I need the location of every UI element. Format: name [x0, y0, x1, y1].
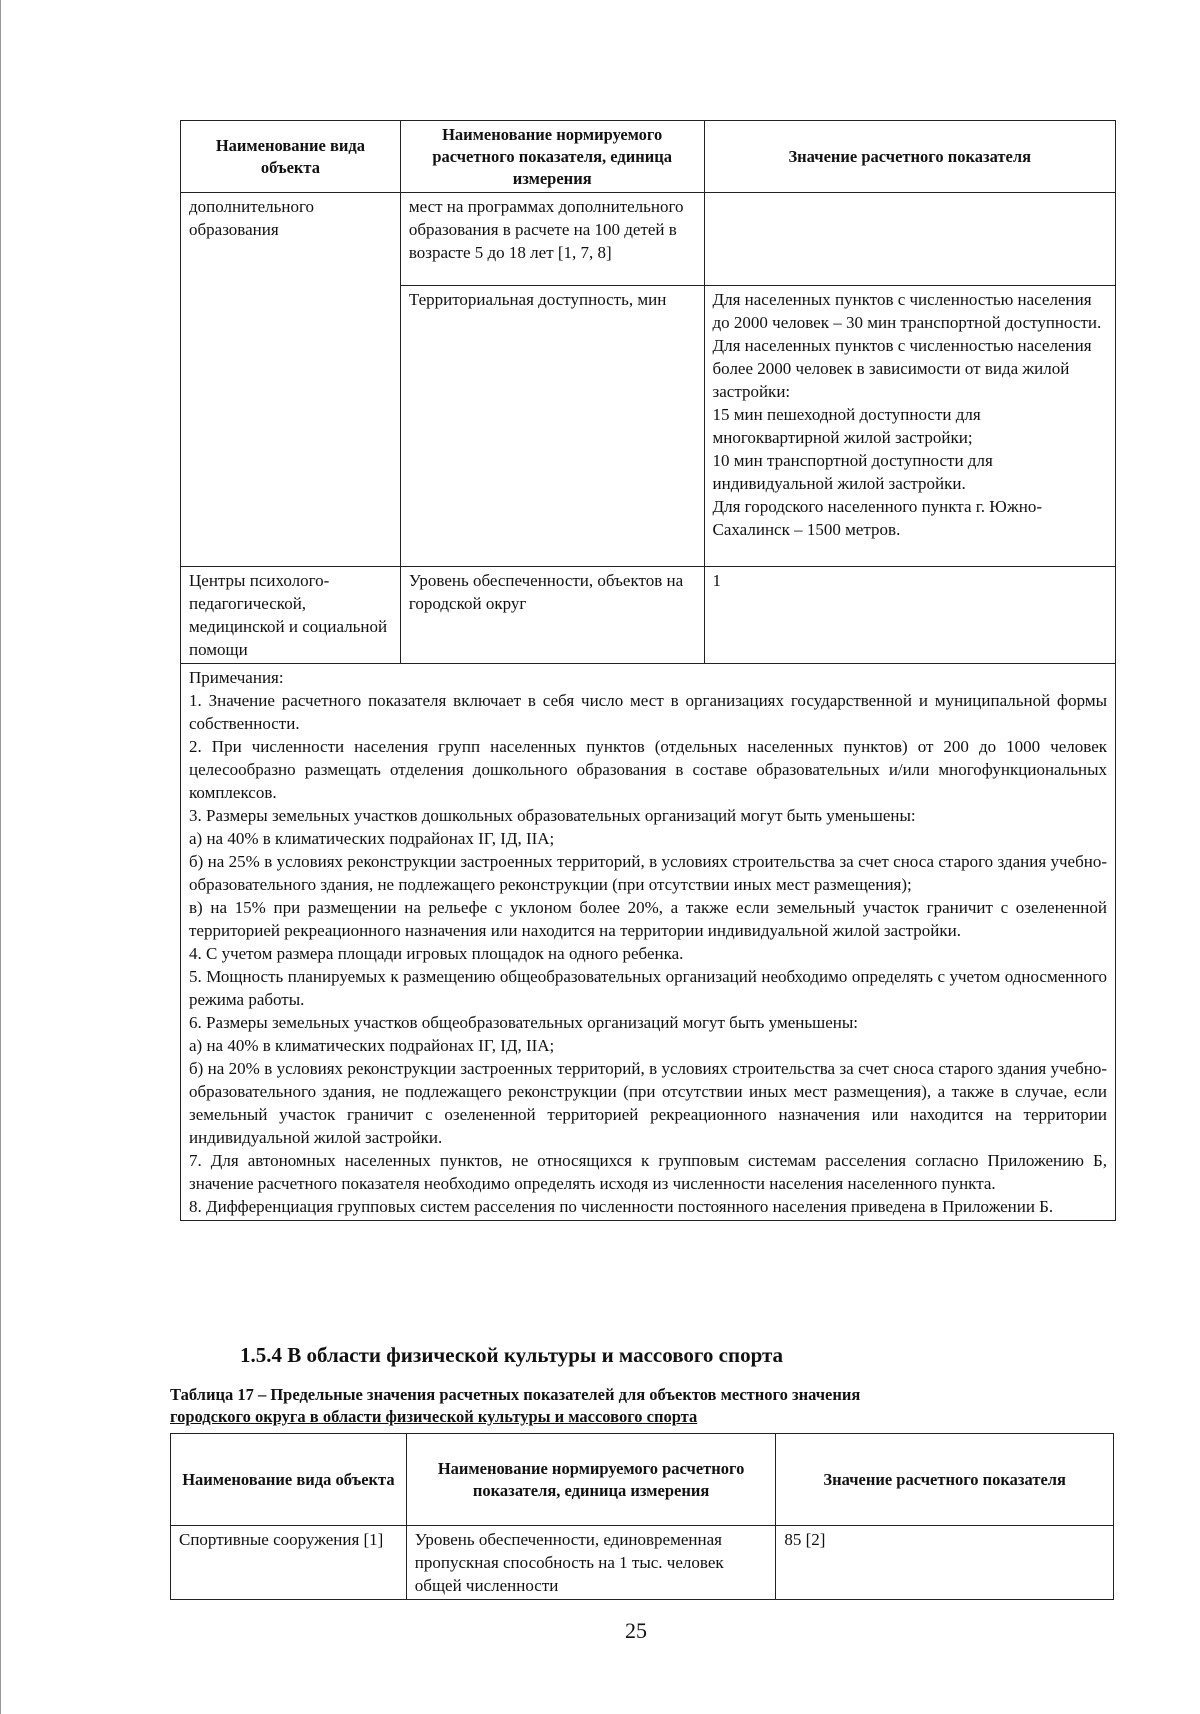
- cell-object-type: Спортивные сооружения [1]: [171, 1526, 407, 1600]
- table-sports: [170, 1433, 1114, 1600]
- header-object-type: Наименование вида объекта: [181, 121, 401, 193]
- header-indicator-name: Наименование нормируемого расчетного показателя, единица измерения: [406, 1434, 776, 1526]
- cell-indicator: Уровень обеспеченности, единовременная пропускная способность на 1 тыс. человек общей численности: [406, 1526, 776, 1600]
- header-object-type: Наименование вида объекта: [171, 1434, 407, 1526]
- cell-object-type-cont: [181, 286, 401, 567]
- cell-indicator: Уровень обеспеченности, объектов на городской округ: [400, 567, 704, 664]
- section-heading: 1.5.4 В области физической культуры и массового спорта: [240, 1343, 784, 1367]
- notes-row: [181, 664, 1116, 1221]
- note-item: 5. Мощность планируемых к размещению общеобразовательных организаций необходимо определять с учетом односменного режима работы.: [189, 967, 1107, 1009]
- table-row: [181, 567, 1116, 664]
- value-line: 15 мин пешеходной доступности для многоквартирной жилой застройки;: [712, 405, 981, 447]
- value-line: Для населенных пунктов с численностью населения более 2000 человек в зависимости от вида жилой застройки:: [712, 336, 1092, 401]
- note-item: 6. Размеры земельных участков общеобразовательных организаций могут быть уменьшены:: [189, 1013, 858, 1032]
- note-item: 7. Для автономных населенных пунктов, не относящихся к групповым системам расселения согласно Приложению Б, значение расчетного показателя необходимо определять исходя из численности населения населенного пункта.: [189, 1151, 1107, 1193]
- note-item: 8. Дифференциация групповых систем расселения по численности постоянного населения приведена в Приложении Б.: [189, 1197, 1054, 1216]
- cell-value: [704, 193, 1115, 286]
- table-header-row: [181, 121, 1116, 193]
- note-item: 2. При численности населения групп населенных пунктов (отдельных населенных пунктов) от 200 до 1000 человек целесообразно размещать отделения дошкольного образования в составе образовательных и/или многофункциональных комплексов.: [189, 737, 1107, 802]
- page-number: 25: [625, 1618, 647, 1643]
- cell-object-type: дополнительного образования: [181, 193, 401, 286]
- note-item: 1. Значение расчетного показателя включает в себя число мест в организациях государственной и муниципальной формы собственности.: [189, 691, 1107, 733]
- caption-line-underlined: городского округа в области физической культуры и массового спорта: [170, 1407, 698, 1426]
- table-row: [171, 1526, 1114, 1600]
- value-line: Для городского населенного пункта г. Южно-Сахалинск – 1500 метров.: [712, 497, 1042, 539]
- table-education: [180, 120, 1116, 1221]
- cell-indicator: мест на программах дополнительного образования в расчете на 100 детей в возрасте 5 до 18 лет [1, 7, 8]: [400, 193, 704, 286]
- note-item: а) на 40% в климатических подрайонах IГ, IД, IIА;: [189, 829, 555, 848]
- scan-margin-line: [0, 0, 1, 1714]
- header-indicator-value: Значение расчетного показателя: [704, 121, 1115, 193]
- notes-cell: [181, 664, 1116, 1221]
- cell-value: [704, 286, 1115, 567]
- cell-object-type: Центры психолого-педагогической, медицинской и социальной помощи: [181, 567, 401, 664]
- note-item: в) на 15% при размещении на рельефе с уклоном более 20%, а также если земельный участок граничит с озелененной территорией рекреационного назначения или находится на территории индивидуальной жилой застройки.: [189, 898, 1107, 940]
- note-item: 3. Размеры земельных участков дошкольных образовательных организаций могут быть уменьшены:: [189, 806, 916, 825]
- table-header-row: [171, 1434, 1114, 1526]
- table-row: [181, 286, 1116, 567]
- table-row: [181, 193, 1116, 286]
- value-line: 10 мин транспортной доступности для индивидуальной жилой застройки.: [712, 451, 993, 493]
- header-indicator-value: Значение расчетного показателя: [776, 1434, 1114, 1526]
- value-line: Для населенных пунктов с численностью населения до 2000 человек – 30 мин транспортной доступности.: [712, 290, 1102, 332]
- cell-value: 1: [704, 567, 1115, 664]
- note-item: а) на 40% в климатических подрайонах IГ, IД, IIА;: [189, 1036, 555, 1055]
- cell-value: 85 [2]: [776, 1526, 1114, 1600]
- note-item: б) на 20% в условиях реконструкции застроенных территорий, в условиях строительства за счет сноса старого здания учебно-образовательного здания, не подлежащего реконструкции (при отсутствии иных мест размещения), а также в случае, если земельный участок граничит с озелененной территорией рекреационного назначения или находится на территории индивидуальной жилой застройки.: [189, 1059, 1107, 1147]
- note-item: б) на 25% в условиях реконструкции застроенных территорий, в условиях строительства за счет сноса старого здания учебно-образовательного здания, не подлежащего реконструкции (при отсутствии иных мест размещения);: [189, 852, 1107, 894]
- note-item: 4. С учетом размера площади игровых площадок на одного ребенка.: [189, 944, 684, 963]
- cell-indicator: Территориальная доступность, мин: [400, 286, 704, 567]
- header-indicator-name: Наименование нормируемого расчетного показателя, единица измерения: [400, 121, 704, 193]
- caption-line: Таблица 17 – Предельные значения расчетных показателей для объектов местного значения: [170, 1385, 861, 1404]
- notes-title: Примечания:: [189, 668, 284, 687]
- caption-line: [170, 1406, 1114, 1428]
- table-caption: [170, 1384, 1114, 1428]
